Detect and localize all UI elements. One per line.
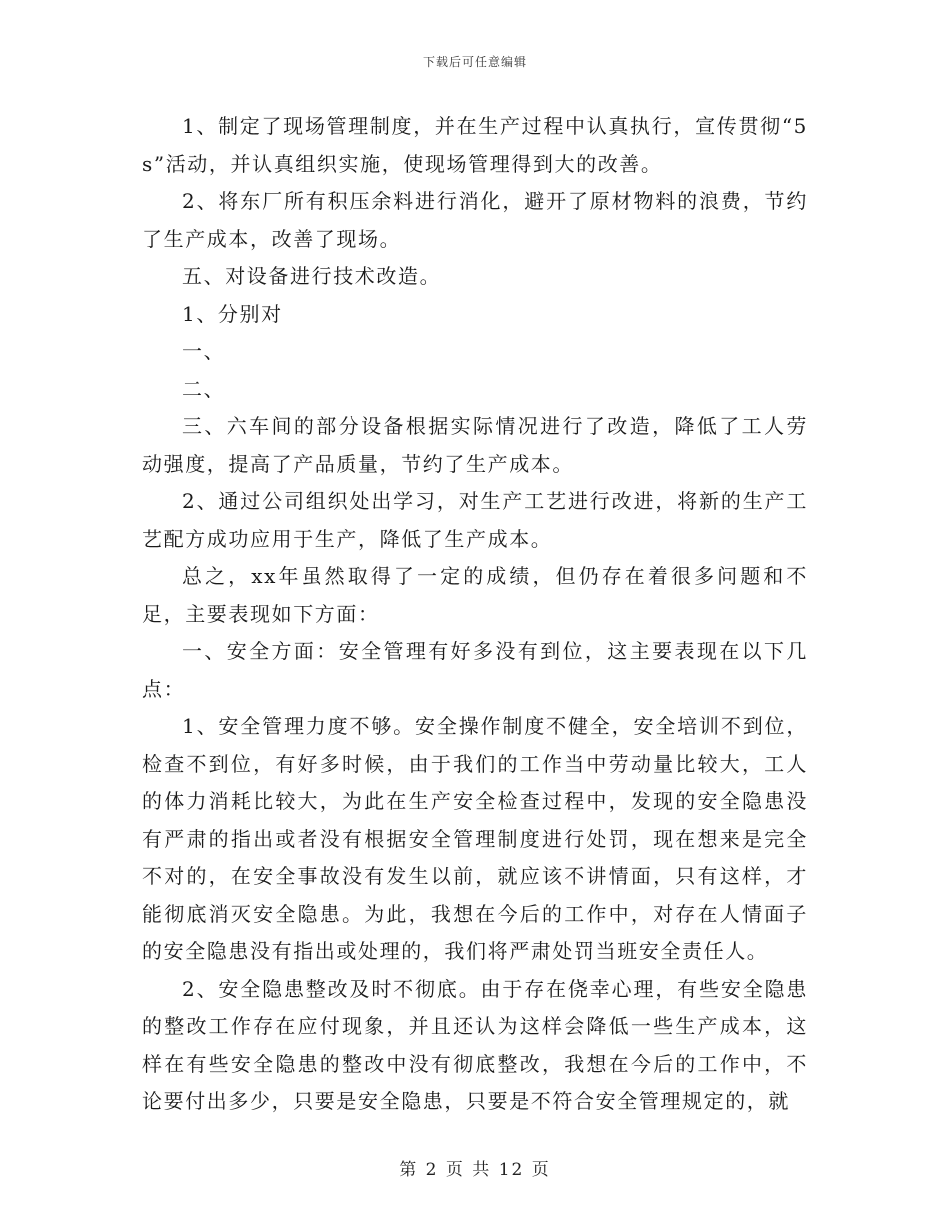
paragraph-2: 2、将东厂所有积压余料进行消化，避开了原材物料的浪费，节约了生产成本，改善了现场。 bbox=[142, 189, 808, 251]
paragraph-8: 2、通过公司组织处出学习，对生产工艺进行改进，将新的生产工艺配方成功应用于生产，降低了生产成本。 bbox=[142, 489, 808, 551]
paragraph-5: 一、 bbox=[182, 339, 226, 363]
paragraph-11: 1、安全管理力度不够。安全操作制度不健全，安全培训不到位，检查不到位，有好多时候，由于我们的工作当中劳动量比较大，工人的体力消耗比较大，为此在生产安全检查过程中，发现的安全隐患没有严肃的指出或者没有根据安全管理制度进行处罚，现在想来是完全不对的，在安全事故没有发生以前，就应该不讲情面，只有这样，才能彻底消灭安全隐患。为此，我想在今后的工作中，对存在人情面子的安全隐患没有指出或处理的，我们将严肃处罚当班安全责任人。 bbox=[142, 714, 808, 963]
paragraph-10: 一、安全方面：安全管理有好多没有到位，这主要表现在以下几点： bbox=[142, 639, 808, 701]
paragraph-4: 1、分别对 bbox=[182, 301, 283, 326]
paragraph-12: 2、安全隐患整改及时不彻底。由于存在侥幸心理，有些安全隐患的整改工作存在应付现象，并且还认为这样会降低一些生产成本，这样在有些安全隐患的整改中没有彻底整改，我想在今后的工作中，不论要付出多少，只要是安全隐患，只要是不符合安全管理规定的，就 bbox=[142, 976, 808, 1113]
paragraph-1: 1、制定了现场管理制度，并在生产过程中认真执行，宣传贯彻“5s”活动，并认真组织实施，使现场管理得到大的改善。 bbox=[142, 114, 808, 176]
paragraph-7: 三、六车间的部分设备根据实际情况进行了改造，降低了工人劳动强度，提高了产品质量，节约了生产成本。 bbox=[142, 414, 808, 476]
page-header: 下载后可任意编辑 bbox=[422, 55, 527, 69]
page-footer: 第 2 页 共 12 页 bbox=[399, 1160, 551, 1180]
paragraph-3: 五、对设备进行技术改造。 bbox=[182, 264, 442, 288]
paragraph-9: 总之，xx年虽然取得了一定的成绩，但仍存在着很多问题和不足，主要表现如下方面： bbox=[142, 564, 808, 626]
document-body bbox=[142, 108, 808, 1121]
paragraph-6: 二、 bbox=[182, 376, 226, 401]
